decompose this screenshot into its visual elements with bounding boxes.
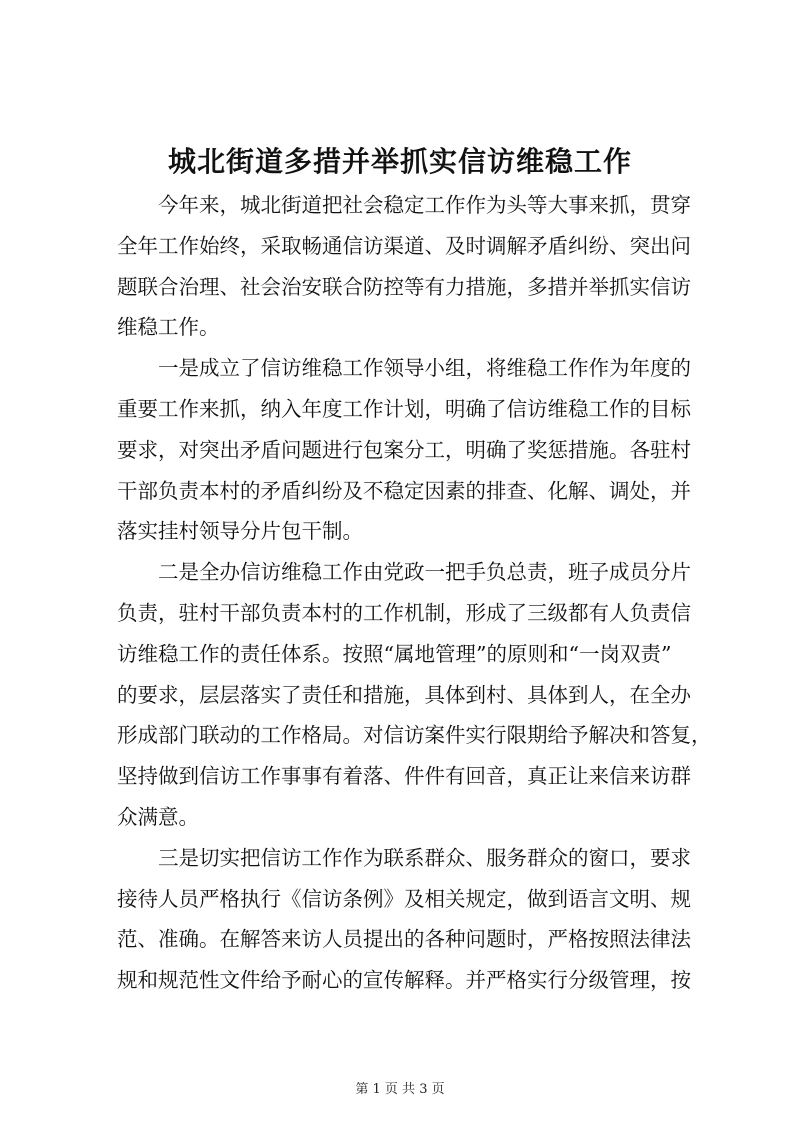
paragraph-2 [117,348,691,552]
paragraph-4 [117,838,691,1001]
text-line: 的要求，层层落实了责任和措施，具体到村、具体到人，在全办 [117,682,691,707]
text-line: 形成部门联动的工作格局。对信访案件实行限期给予解决和答复， [117,723,712,748]
text-line: 众满意。 [117,804,199,829]
page-number-footer: 第 1 页 共 3 页 [355,1082,445,1097]
text-line: 访维稳工作的责任体系。按照“属地管理”的原则和“一岗双责” [117,641,672,666]
text-line: 今年来，城北街道把社会稳定工作作为头等大事来抓，贯穿 [117,193,691,217]
text-line: 三是切实把信访工作作为联系群众、服务群众的窗口，要求 [117,845,691,870]
document-body [117,185,712,1001]
text-line: 重要工作来抓，纳入年度工作计划，明确了信访维稳工作的目标 [117,396,691,421]
text-line: 干部负责本村的矛盾纠纷及不稳定因素的排查、化解、调处，并 [117,478,691,503]
text-line: 二是全办信访维稳工作由党政一把手负总责，班子成员分片 [117,560,691,585]
text-line: 范、准确。在解答来访人员提出的各种问题时，严格按照法律法 [117,927,691,952]
text-line: 题联合治理、社会治安联合防控等有力措施，多措并举抓实信访 [117,274,691,299]
text-line: 全年工作始终，采取畅通信访渠道、及时调解矛盾纠纷、突出问 [117,233,691,258]
paragraph-1 [117,185,691,348]
text-line: 要求，对突出矛盾问题进行包案分工，明确了奖惩措施。各驻村 [117,437,691,462]
text-line: 负责，驻村干部负责本村的工作机制，形成了三级都有人负责信 [117,600,691,625]
text-line: 一是成立了信访维稳工作领导小组，将维稳工作作为年度的 [117,356,691,381]
text-line: 维稳工作。 [117,315,220,340]
text-line: 接待人员严格执行《信访条例》及相关规定，做到语言文明、规 [117,886,691,911]
paragraph-3 [117,552,712,838]
text-line: 规和规范性文件给予耐心的宣传解释。并严格实行分级管理，按 [117,968,691,993]
document-title: 城北街道多措并举抓实信访维稳工作 [167,145,632,178]
text-line: 坚持做到信访工作事事有着落、件件有回音，真正让来信来访群 [117,764,691,789]
text-line: 落实挂村领导分片包干制。 [117,519,363,544]
